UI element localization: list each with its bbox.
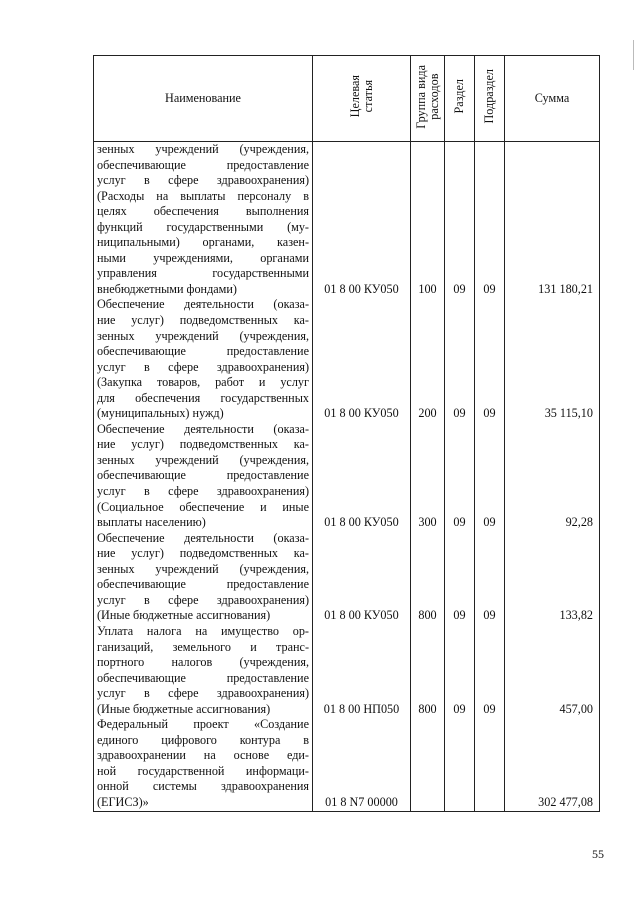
header-subsection-cell — [475, 56, 505, 142]
row-sum: 131 180,21 — [505, 142, 600, 298]
row-group — [411, 717, 445, 811]
row-section: 09 — [445, 142, 475, 298]
row-name-line: услуг в сфере здравоохранения) — [97, 686, 309, 701]
row-name-line: обеспечивающие предоставление — [97, 344, 309, 359]
row-name-line: внебюджетными фондами) — [97, 281, 237, 296]
row-section: 09 — [445, 624, 475, 717]
row-name-line: здравоохранении на основе еди- — [97, 748, 309, 763]
page-number: 55 — [592, 847, 604, 861]
row-name — [94, 422, 313, 531]
row-subsection: 09 — [475, 142, 505, 298]
header-target-cell — [313, 56, 411, 142]
row-name-line: ными учреждениями, органами — [97, 250, 309, 265]
table-row — [94, 142, 600, 298]
header-name: Наименование — [94, 56, 313, 142]
row-sum: 92,28 — [505, 422, 600, 531]
row-name-line: зенных учреждений (учреждения, — [97, 561, 309, 576]
row-name-line: (Иные бюджетные ассигнования) — [97, 701, 271, 716]
row-name-line: Обеспечение деятельности (оказа- — [97, 297, 309, 312]
row-name — [94, 142, 313, 298]
row-code: 01 8 N7 00000 — [313, 717, 411, 811]
row-code: 01 8 00 НП050 — [313, 624, 411, 717]
row-group: 800 — [411, 624, 445, 717]
row-name-line: ганизаций, земельного и транс- — [97, 639, 309, 654]
row-name-line: обеспечивающие предоставление — [97, 577, 309, 592]
row-code: 01 8 00 КУ050 — [313, 142, 411, 298]
row-name-line: (Социальное обеспечение и иные — [97, 499, 309, 514]
row-name-line: ние услуг) подведомственных ка- — [97, 546, 309, 561]
row-name-line: единого цифрового контура в — [97, 732, 309, 747]
row-code: 01 8 00 КУ050 — [313, 297, 411, 421]
row-name — [94, 531, 313, 624]
row-name-line: функций государственными (му- — [97, 219, 309, 234]
row-sum: 302 477,08 — [505, 717, 600, 811]
row-group: 800 — [411, 531, 445, 624]
row-group: 300 — [411, 422, 445, 531]
row-name-line: зенных учреждений (учреждения, — [97, 142, 309, 156]
header-subsection: Подраздел — [482, 69, 497, 124]
row-name-line: (Закупка товаров, работ и услуг — [97, 375, 309, 390]
row-name-line: портного налогов (учреждения, — [97, 655, 309, 670]
row-name-line: обеспечивающие предоставление — [97, 670, 309, 685]
header-section: Раздел — [452, 79, 467, 114]
row-name-line: Федеральный проект «Создание — [97, 717, 309, 732]
row-sum: 133,82 — [505, 531, 600, 624]
row-name-line: Обеспечение деятельности (оказа- — [97, 421, 309, 436]
header-group: Группа вида расходов — [413, 64, 441, 129]
row-section: 09 — [445, 531, 475, 624]
row-name — [94, 717, 313, 811]
row-section: 09 — [445, 422, 475, 531]
row-name-line: (муниципальных) нужд) — [97, 406, 224, 421]
row-name-line: услуг в сфере здравоохранения) — [97, 592, 309, 607]
row-name-line: целях обеспечения выполнения — [97, 204, 309, 219]
budget-table — [93, 55, 600, 812]
row-name-line: услуг в сфере здравоохранения) — [97, 173, 309, 188]
table-row — [94, 531, 600, 624]
row-name-line: ние услуг) подведомственных ка- — [97, 313, 309, 328]
header-group-cell — [411, 56, 445, 142]
row-sum: 457,00 — [505, 624, 600, 717]
row-name-line: для обеспечения государственных — [97, 390, 309, 405]
row-code: 01 8 00 КУ050 — [313, 531, 411, 624]
table-row — [94, 297, 600, 421]
row-group: 200 — [411, 297, 445, 421]
row-name-line: (Расходы на выплаты персоналу в — [97, 188, 309, 203]
row-name-line: зенных учреждений (учреждения, — [97, 328, 309, 343]
row-subsection — [475, 717, 505, 811]
row-name-line: зенных учреждений (учреждения, — [97, 452, 309, 467]
table-row — [94, 624, 600, 717]
row-name — [94, 297, 313, 421]
header-row — [94, 56, 600, 142]
header-sum: Сумма — [505, 56, 600, 142]
row-name-line: Уплата налога на имущество ор- — [97, 623, 309, 638]
row-name-line: управления государственными — [97, 266, 309, 281]
row-name-line: (Иные бюджетные ассигнования) — [97, 608, 271, 623]
row-subsection: 09 — [475, 624, 505, 717]
table-row — [94, 717, 600, 811]
row-name-line: ниципальными) органами, казен- — [97, 235, 309, 250]
row-subsection: 09 — [475, 297, 505, 421]
row-group: 100 — [411, 142, 445, 298]
header-section-cell — [445, 56, 475, 142]
row-subsection: 09 — [475, 422, 505, 531]
row-name-line: обеспечивающие предоставление — [97, 157, 309, 172]
row-name-line: (ЕГИСЗ)» — [97, 794, 149, 809]
row-name-line: услуг в сфере здравоохранения) — [97, 359, 309, 374]
row-code: 01 8 00 КУ050 — [313, 422, 411, 531]
row-name-line: выплаты населению) — [97, 515, 206, 530]
row-name-line: услуг в сфере здравоохранения) — [97, 484, 309, 499]
row-name — [94, 624, 313, 717]
row-name-line: обеспечивающие предоставление — [97, 468, 309, 483]
row-name-line: Обеспечение деятельности (оказа- — [97, 530, 309, 545]
row-name-line: онной системы здравоохранения — [97, 779, 309, 794]
row-section — [445, 717, 475, 811]
row-sum: 35 115,10 — [505, 297, 600, 421]
table-row — [94, 422, 600, 531]
row-section: 09 — [445, 297, 475, 421]
row-subsection: 09 — [475, 531, 505, 624]
header-target: Целевая статья — [347, 75, 375, 118]
page-edge-mark — [633, 40, 634, 70]
row-name-line: ной государственной информаци- — [97, 763, 309, 778]
row-name-line: ние услуг) подведомственных ка- — [97, 437, 309, 452]
